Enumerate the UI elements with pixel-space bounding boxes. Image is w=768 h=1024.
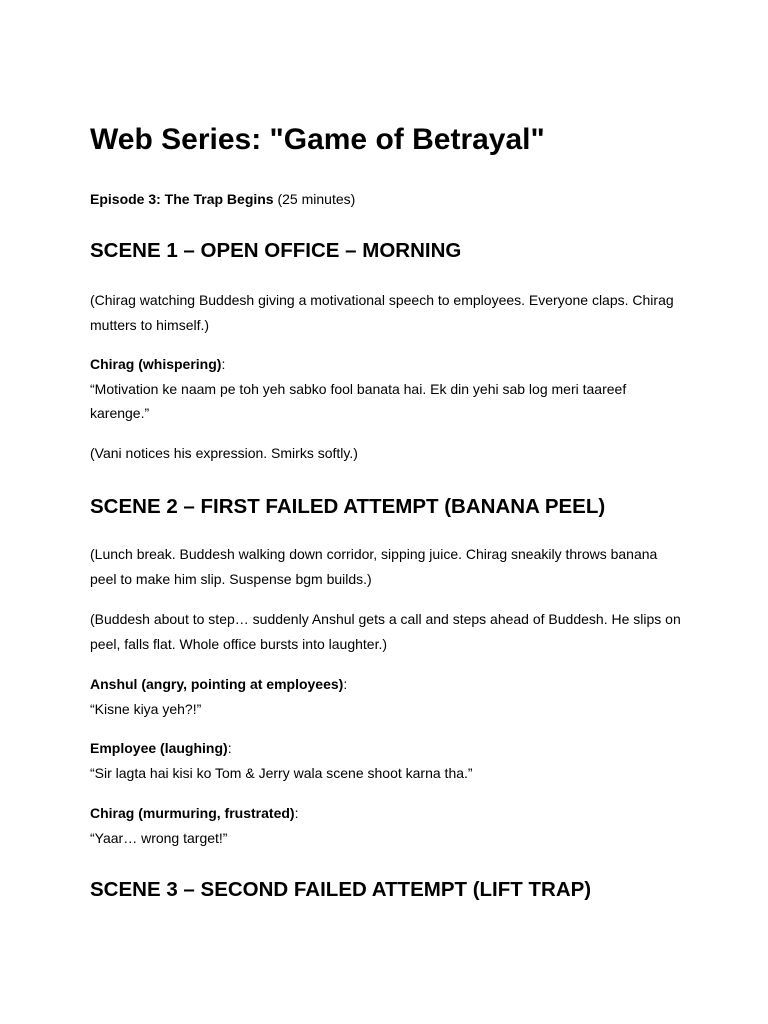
dialogue-speaker-line bbox=[90, 672, 682, 697]
action-text: (Buddesh about to step… suddenly Anshul gets a call and steps ahead of Buddesh. He slips on peel, falls flat. Whole office bursts into laughter.) bbox=[90, 611, 681, 652]
scene-heading: SCENE 1 – OPEN OFFICE – MORNING bbox=[90, 239, 462, 262]
dialogue-speaker-line bbox=[90, 352, 682, 377]
speaker-colon: : bbox=[227, 740, 232, 756]
dialogue-block bbox=[90, 352, 682, 426]
speaker-name: Chirag (whispering) bbox=[90, 356, 222, 372]
action-text: (Chirag watching Buddesh giving a motivational speech to employees. Everyone claps. Chirag mutters to himself.) bbox=[90, 292, 674, 333]
dialogue-speaker-line bbox=[90, 736, 682, 761]
dialogue-block bbox=[90, 672, 682, 721]
action-text: (Vani notices his expression. Smirks softly.) bbox=[90, 445, 358, 461]
episode-line bbox=[90, 189, 355, 209]
document-title: Web Series: "Game of Betrayal" bbox=[90, 123, 545, 156]
dialogue-line: “Kisne kiya yeh?!” bbox=[90, 700, 202, 717]
scene-heading: SCENE 2 – FIRST FAILED ATTEMPT (BANANA PEEL) bbox=[90, 495, 606, 518]
speaker-name: Chirag (murmuring, frustrated) bbox=[90, 805, 295, 821]
speaker-colon: : bbox=[221, 356, 226, 372]
dialogue-block bbox=[90, 736, 682, 785]
speaker-colon: : bbox=[343, 676, 348, 692]
dialogue-line: “Sir lagta hai kisi ko Tom & Jerry wala scene shoot karna tha.” bbox=[90, 764, 473, 781]
speaker-name: Employee (laughing) bbox=[90, 740, 228, 756]
dialogue-block bbox=[90, 801, 682, 850]
dialogue-line: “Motivation ke naam pe toh yeh sabko fool banata hai. Ek din yehi sab log meri taareef karenge.” bbox=[90, 380, 627, 421]
episode-label: Episode 3: The Trap Begins bbox=[90, 191, 274, 207]
dialogue-speaker-line bbox=[90, 801, 682, 826]
episode-duration: (25 minutes) bbox=[277, 191, 356, 207]
speaker-name: Anshul (angry, pointing at employees) bbox=[90, 676, 344, 692]
speaker-colon: : bbox=[294, 805, 299, 821]
scene-heading: SCENE 3 – SECOND FAILED ATTEMPT (LIFT TRAP) bbox=[90, 878, 592, 901]
action-text: (Lunch break. Buddesh walking down corridor, sipping juice. Chirag sneakily throws banana peel to make him slip. Suspense bgm builds.) bbox=[90, 546, 658, 587]
dialogue-line: “Yaar… wrong target!” bbox=[90, 829, 228, 846]
